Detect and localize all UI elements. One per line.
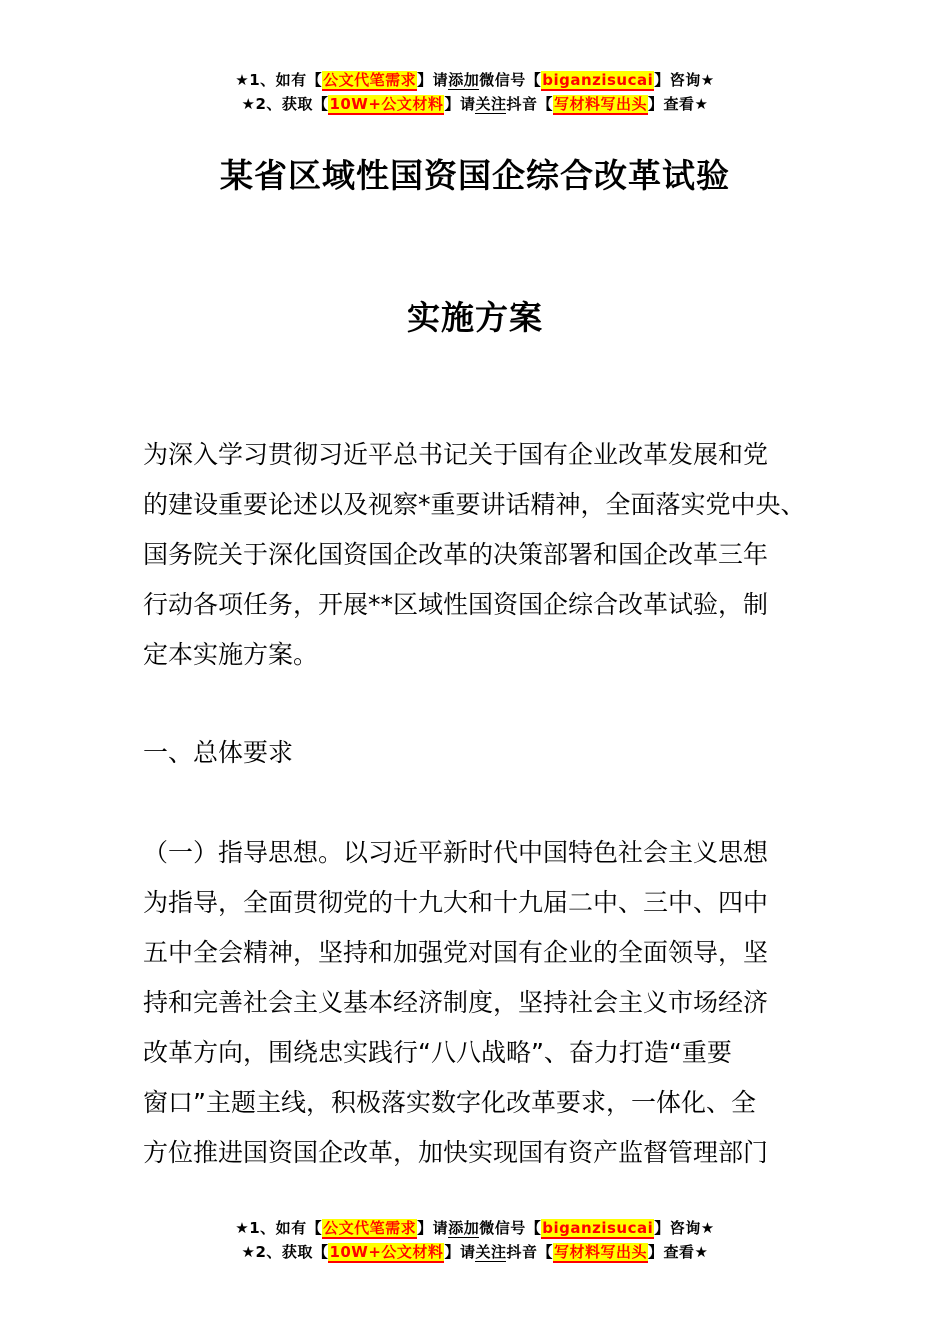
banner-highlight: 公文代笔需求 (323, 71, 417, 89)
banner-highlight-wechat-id: biganzisucai (542, 1219, 654, 1237)
banner-text: ★2、获取【 (241, 95, 329, 113)
banner-text: 抖音【 (506, 95, 553, 113)
text-line: 方位推进国资国企改革，加快实现国有资产监督管理部门 (143, 1138, 769, 1167)
banner-underline: 添加 (448, 1219, 480, 1237)
text-line: 改革方向，围绕忠实践行“八八战略”、奋力打造“重要 (143, 1038, 732, 1067)
banner-text: 】请 (444, 95, 476, 113)
text-line: 为深入学习贯彻习近平总书记关于国有企业改革发展和党 (143, 440, 769, 469)
banner-text: 】请 (417, 71, 449, 89)
banner-underline: 添加 (448, 71, 480, 89)
banner-text: ★2、获取【 (241, 1243, 329, 1261)
banner-highlight-douyin-id: 写材料写出头 (553, 95, 647, 113)
banner-text: 】请 (444, 1243, 476, 1261)
banner-highlight: 10W+公文材料 (329, 1243, 444, 1261)
banner-line-1 (0, 1216, 950, 1240)
text-line: 行动各项任务，开展**区域性国资国企综合改革试验，制 (143, 590, 769, 619)
banner-text: 微信号【 (479, 1219, 542, 1237)
banner-text: 】咨询★ (654, 1219, 715, 1237)
section-heading: 一、总体要求 (143, 738, 294, 767)
banner-text: 】请 (417, 1219, 449, 1237)
banner-underline: 关注 (475, 1243, 507, 1261)
banner-text: ★1、如有【 (235, 71, 323, 89)
banner-line-2 (0, 92, 950, 116)
banner-text: ★1、如有【 (235, 1219, 323, 1237)
text-line: 持和完善社会主义基本经济制度，坚持社会主义市场经济 (143, 988, 769, 1017)
banner-highlight-wechat-id: biganzisucai (542, 71, 654, 89)
banner-text: 抖音【 (506, 1243, 553, 1261)
document-subtitle: 实施方案 (407, 298, 543, 337)
banner-text: 微信号【 (479, 71, 542, 89)
banner-highlight: 公文代笔需求 (323, 1219, 417, 1237)
text-line: 窗口”主题主线，积极落实数字化改革要求，一体化、全 (143, 1088, 756, 1117)
top-banner (0, 68, 950, 116)
bottom-banner (0, 1216, 950, 1264)
text-line: 为指导，全面贯彻党的十九大和十九届二中、三中、四中 (143, 888, 769, 917)
banner-highlight-douyin-id: 写材料写出头 (553, 1243, 647, 1261)
banner-underline: 关注 (475, 95, 507, 113)
banner-text: 】查看★ (648, 95, 709, 113)
banner-highlight: 10W+公文材料 (329, 95, 444, 113)
text-line: 定本实施方案。 (143, 640, 319, 669)
banner-text: 】查看★ (648, 1243, 709, 1261)
guiding-ideology-paragraph (143, 828, 813, 1178)
text-line: （一）指导思想。以习近平新时代中国特色社会主义思想 (143, 838, 769, 867)
banner-line-2 (0, 1240, 950, 1264)
text-line: 五中全会精神，坚持和加强党对国有企业的全面领导，坚 (143, 938, 769, 967)
document-title: 某省区域性国资国企综合改革试验 (220, 156, 730, 195)
banner-text: 】咨询★ (654, 71, 715, 89)
text-line: 国务院关于深化国资国企改革的决策部署和国企改革三年 (143, 540, 769, 569)
banner-line-1 (0, 68, 950, 92)
text-line: 的建设重要论述以及视察*重要讲话精神，全面落实党中央、 (143, 490, 806, 519)
intro-paragraph (143, 430, 813, 680)
